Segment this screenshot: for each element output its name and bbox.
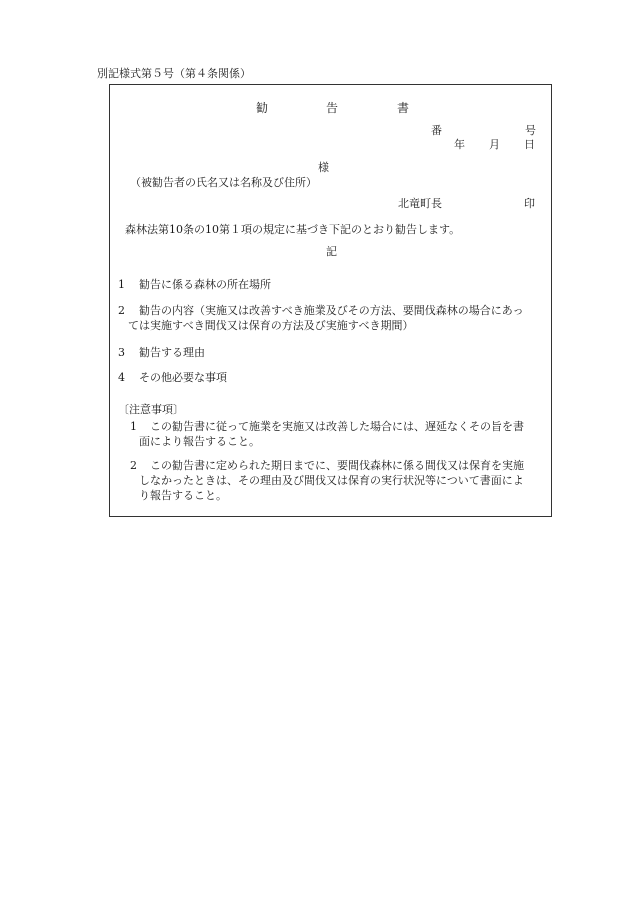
note-text-continued: しなかったときは、その理由及び間伐又は保育の実行状況等について書面によ [139,474,524,487]
title-char-2: 告 [326,101,339,115]
document-frame [109,84,552,517]
item-text: 勧告の内容（実施又は改善すべき施業及びその方法、要間伐森林の場合にあっ [139,304,524,317]
form-heading: 別記様式第５号（第４条関係） [97,67,251,80]
number-suffix: 号 [525,124,536,137]
item-text: その他必要な事項 [139,371,227,384]
note-number: 2 [130,459,137,472]
item-text: 勧告に係る森林の所在場所 [139,278,271,291]
item-number: 4 [118,371,125,384]
item-number: 2 [118,304,125,317]
recipient-note: （被勧告者の氏名又は名称及び住所） [130,176,317,189]
date-day: 日 [524,138,535,151]
title-char-1: 勧 [256,101,269,115]
notes-heading: 〔注意事項〕 [118,403,184,416]
recipient-honorific: 様 [318,161,329,174]
issuer: 北竜町長 [398,197,442,210]
intro-text: 森林法第10条の10第１項の規定に基づき下記のとおり勧告します。 [125,223,461,236]
note-text-continued: り報告すること。 [139,489,227,502]
note-text: この勧告書に定められた期日までに、要間伐森林に係る間伐又は保育を実施 [150,459,524,472]
note-text: この勧告書に従って施業を実施又は改善した場合には、遅延なくその旨を書 [150,420,524,433]
ki-heading: 記 [326,245,337,258]
note-text-continued: 面により報告すること。 [139,435,260,448]
seal-mark: 印 [524,197,535,210]
date-month: 月 [489,138,500,151]
item-text: 勧告する理由 [139,346,205,359]
item-number: 1 [118,278,125,291]
note-number: 1 [130,420,137,433]
number-label: 番 [431,124,442,137]
date-year: 年 [454,138,465,151]
item-number: 3 [118,346,125,359]
title-char-3: 書 [397,101,410,115]
item-text-continued: ては実施すべき間伐又は保育の方法及び実施すべき期間） [128,319,414,332]
